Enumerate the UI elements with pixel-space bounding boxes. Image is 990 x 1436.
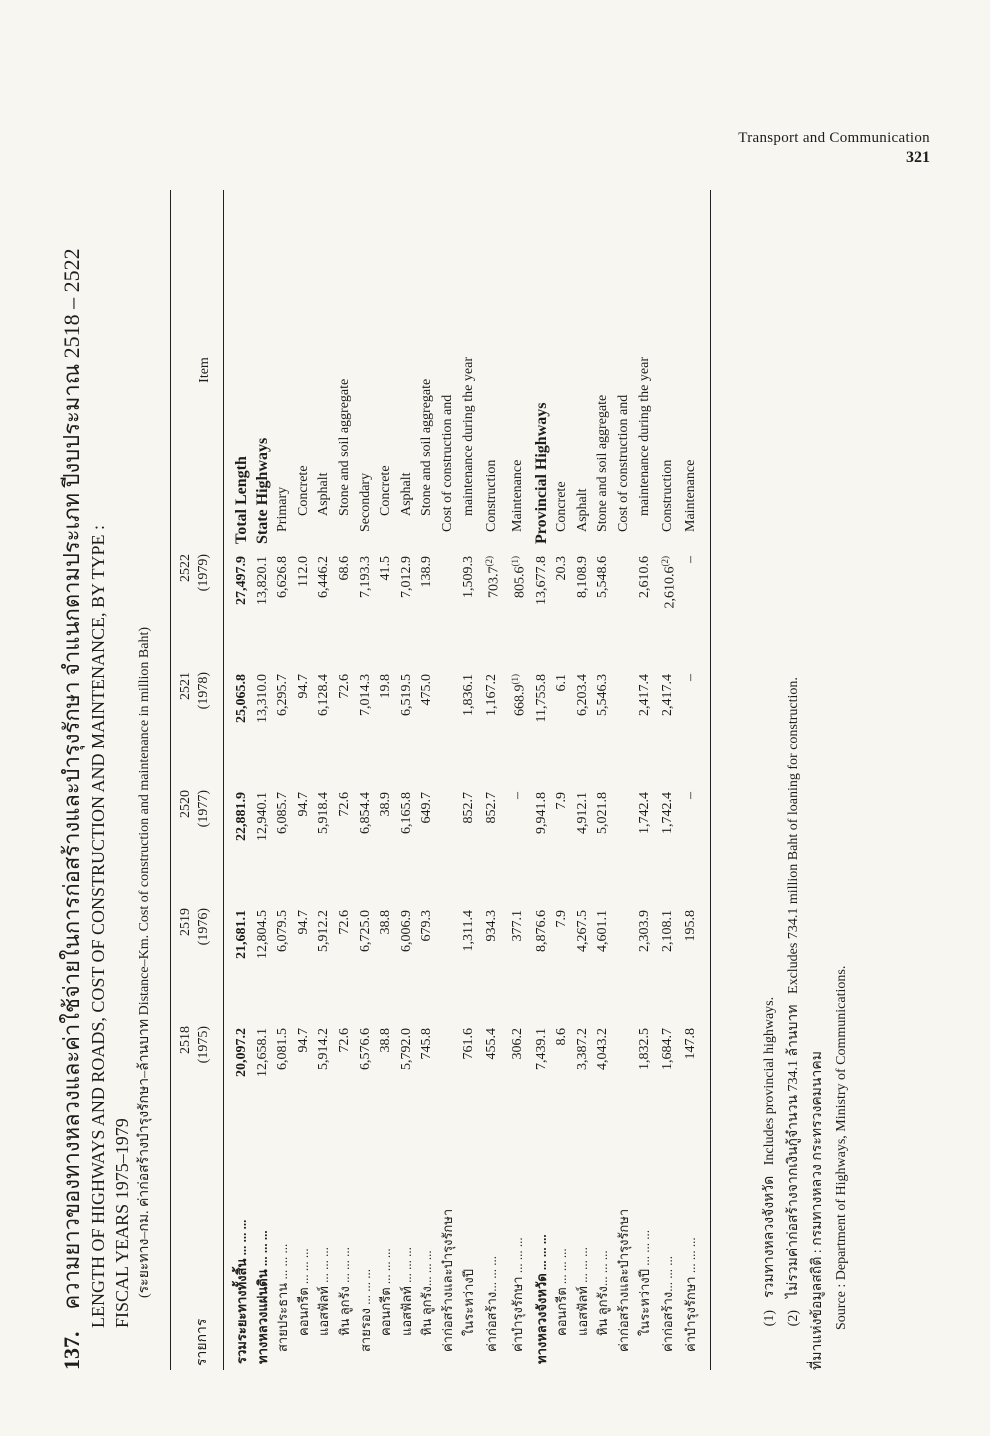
table-row: แอสฟัลท์ ... ... ... 5,792.0 6,006.9 6,165.8 6,519.5 7,012.9 Asphalt [398, 472, 414, 1336]
table-row: คอนกรีต ... ... ... 38.8 38.8 38.9 19.8 41.5 Concrete [378, 465, 394, 1336]
column-header-1978: 2521 (1978) [171, 668, 224, 786]
source-english: Source : Department of Highways, Ministry of Communications. [834, 965, 849, 1330]
table-row: แอสฟัลท์ ... ... ... 5,914.2 5,912.2 5,918.4 6,128.4 6,446.2 Asphalt [316, 472, 332, 1336]
source-thai: ที่มาแห่งข้อมูลสถิติ : กรมทางหลวง กระทรวงคมนาคม [810, 1051, 825, 1370]
table-row: ค่าบำรุงรักษา ... ... ... 147.8 195.8 – – – Maintenance [681, 190, 710, 1370]
table-row: สายประธาน ... ... ... 6,081.5 6,079.5 6,085.7 6,295.7 6,626.8 Primary [275, 486, 291, 1352]
column-header-1975: 2518 (1975) [171, 1022, 224, 1140]
title-thai-line [58, 190, 86, 1370]
table-row: หิน ลูกรัง ... ... ... 72.6 72.6 72.6 72.6 68.6 Stone and soil aggregate [336, 378, 352, 1336]
table-row: ค่าบำรุงรักษา ... ... ... 306.2 377.1 – 668.9$^{(1)}$ 805.6$^{(1)}$ Maintenance [510, 459, 529, 1352]
footnotes [758, 190, 854, 1370]
table-row: ค่าก่อสร้างและบำรุงรักษา Cost of construction and [439, 394, 455, 1352]
footnote-2: (2)ไม่รวมค่าก่อสร้างจากเงินกู้จำนวน 734.1 ล้านบาท Excludes 734.1 million Baht of loaning for construction. [786, 677, 801, 1327]
title-block [58, 190, 156, 1370]
page-header [738, 130, 930, 167]
table-row: คอนกรีต ... ... ... 94.7 94.7 94.7 94.7 112.0 Concrete [295, 465, 311, 1336]
unit-line: (ระยะทาง–กม. ค่าก่อสร้างบำรุงรักษา–ล้านบาท Distance–Km. Cost of construction and maintenance in million Baht) [137, 626, 152, 1298]
column-header-1976: 2519 (1976) [171, 904, 224, 1022]
highways-table [170, 190, 711, 1370]
table-row: ทางหลวงจังหวัด ... ... ... 7,439.1 8,876.6 9,941.8 11,755.8 13,677.8 Provincial Highways [532, 402, 550, 1364]
rotated-table-page [40, 165, 900, 1400]
table-row: ในระหว่างปี 761.6 1,311.4 852.7 1,836.1 1,509.3 maintenance during the year [460, 357, 476, 1336]
table-row: ค่าก่อสร้างและบำรุงรักษา Cost of construction and [616, 394, 631, 1352]
column-header-thai-item: รายการ [171, 1140, 224, 1370]
running-head: Transport and Communication [738, 130, 930, 146]
footnote-1: (1)รวมทางหลวงจังหวัด Includes provincial highways. [762, 996, 777, 1327]
column-header-1979: 2522 (1979) [171, 550, 224, 668]
table-row: หิน ลูกรัง... ... ... 745.8 679.3 649.7 475.0 138.9 Stone and soil aggregate [419, 378, 435, 1336]
title-thai: ความยาวของทางหลวงและค่าใช้จ่ายในการก่อสร้างและบำรุงรักษา จำแนกตามประเภท ปีงบประมาณ 2518 – 2522 [59, 248, 84, 1310]
table-row: คอนกรีต ... ... ... 8.6 7.9 7.9 6.1 20.3 Concrete [554, 481, 570, 1336]
table-row: แอสฟัลท์ ... ... ... 3,387.2 4,267.5 4,912.1 6,203.4 8,108.9 Asphalt [574, 488, 590, 1336]
table-row: ค่าก่อสร้าง... ... ... 455.4 934.3 852.7 1,167.2 703.7$^{(2)}$ Construction [483, 459, 502, 1352]
column-header-1977: 2520 (1977) [171, 786, 224, 904]
table-row: หิน ลูกรัง... ... ... 4,043.2 4,601.1 5,021.8 5,546.3 5,548.6 Stone and soil aggregate [595, 394, 611, 1336]
title-english-1: LENGTH OF HIGHWAYS AND ROADS, COST OF CONSTRUCTION AND MAINTENANCE, BY TYPE : [88, 524, 108, 1328]
table-row: ค่าก่อสร้าง... ... ... 1,684.7 2,108.1 1,742.4 2,417.4 2,610.6$^{(2)}$ Construction [660, 459, 678, 1352]
table-row: ในระหว่างปี ... ... ... 1,832.5 2,303.9 1,742.4 2,417.4 2,610.6 maintenance during the year [636, 357, 652, 1336]
page-number: 321 [906, 149, 930, 166]
title-english-2: FISCAL YEARS 1975–1979 [112, 1118, 132, 1328]
table-row: ทางหลวงแผ่นดิน ... ... ... 12,658.1 12,804.5 12,940.1 13,310.0 13,820.1 State Highways [253, 437, 271, 1364]
table-header-row [171, 190, 224, 1370]
table-row: รวมระยะทางทั้งสิ้น ... ... ... 20,097.2 21,681.1 22,881.9 25,065.8 27,497.9 Total Length [233, 456, 250, 1364]
table-row: สายรอง ... ... ... 6,576.6 6,725.0 6,854.4 7,014.3 7,193.3 Secondary [357, 472, 373, 1352]
column-header-item: Item [171, 190, 224, 550]
table-number: 137. [59, 1331, 84, 1370]
